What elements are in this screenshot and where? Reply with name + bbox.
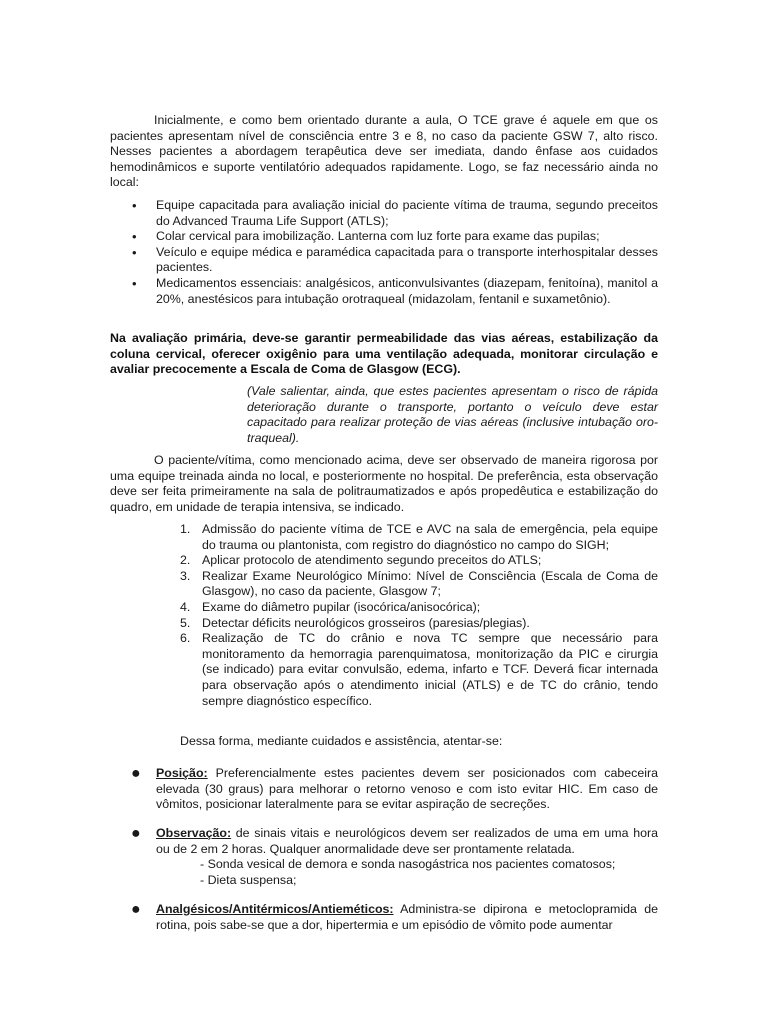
list-item bbox=[180, 631, 658, 709]
care-title: Observação: bbox=[156, 826, 232, 840]
list-item: • Equipe capacitada para avaliação inicial do paciente vítima de trauma, segundo preceitos do Advanced Trauma Life Support (ATLS); bbox=[110, 198, 658, 229]
step-text: Exame do diâmetro pupilar (isocórica/anisocórica); bbox=[202, 599, 481, 614]
care-item-observation bbox=[131, 825, 658, 888]
step-number: 6. bbox=[180, 631, 191, 646]
intro-paragraph: Inicialmente, e como bem orientado durante a aula, O TCE grave é aquele em que os pacientes apresentam nível de consciência entre 3 e 8, no caso da paciente GSW 7, alto risco. Nesses pacientes a abordagem terapêutica deve ser imediata, dando ênfase aos cuidados hemodinâmicos e suporte ventilatório adequados rapidamente. Logo, se faz necessário ainda no local: bbox=[110, 113, 658, 190]
care-text: Preferencialmente estes pacientes devem ser posicionados com cabeceira elevada (30 graus) para melhorar o retorno venoso e com isto evitar HIC. Em caso de vômitos, posicionar lateralmente para se evitar aspiração de secreções. bbox=[156, 766, 658, 812]
bullet-icon: ● bbox=[131, 765, 141, 782]
step-number: 2. bbox=[180, 553, 191, 568]
list-item bbox=[180, 569, 658, 600]
step-number: 5. bbox=[180, 615, 191, 630]
observation-paragraph: O paciente/vítima, como mencionado acima, deve ser observado de maneira rigorosa por uma equipe treinada ainda no local, e posteriormente no hospital. De preferência, esta observação deve ser feita primeiramente na sala de politraumatizados e após propedêutica e estabilização do quadro, em unidade de terapia intensiva, se indicado. bbox=[110, 453, 658, 514]
step-number: 1. bbox=[180, 522, 191, 536]
primary-evaluation-paragraph: Na avaliação primária, deve-se garantir permeabilidade das vias aéreas, estabilização da coluna cervical, oferecer oxigênio para uma ventilação adequada, monitorar circulação e avaliar precocemente a Escala de Coma de Glasgow (ECG). bbox=[110, 331, 658, 377]
step-text: Admissão do paciente vítima de TCE e AVC na sala de emergência, pela equipe do trauma ou plantonista, com registro do diagnóstico no campo do SIGH; bbox=[202, 522, 658, 552]
care-subitem: - Dieta suspensa; bbox=[200, 872, 297, 887]
list-item: • Veículo e equipe médica e paramédica capacitada para o transporte interhospitalar desses pacientes. bbox=[110, 245, 658, 276]
list-item bbox=[180, 522, 658, 553]
care-subitem: - Sonda vesical de demora e sonda nasogástrica nos pacientes comatosos; bbox=[200, 857, 616, 872]
step-text: Realizar Exame Neurológico Mínimo: Nível de Consciência (Escala de Coma de Glasgow), no caso da paciente, Glasgow 7; bbox=[202, 568, 658, 599]
step-text: Detectar déficits neurológicos grosseiros (paresias/plegias). bbox=[202, 615, 530, 630]
list-item bbox=[180, 553, 658, 569]
procedure-list bbox=[180, 522, 658, 709]
bullet-icon: ● bbox=[131, 825, 141, 842]
list-item bbox=[180, 616, 658, 632]
care-title: Posição: bbox=[156, 766, 208, 780]
note-paragraph: (Vale salientar, ainda, que estes pacientes apresentam o risco de rápida deterioração durante o transporte, portanto o veículo deve estar capacitado para realizar proteção de vias aéreas (inclusive intubação oro-traqueal). bbox=[247, 384, 658, 445]
step-number: 4. bbox=[180, 599, 191, 614]
attend-intro: Dessa forma, mediante cuidados e assistência, atentar-se: bbox=[180, 734, 503, 748]
list-item bbox=[180, 600, 658, 616]
care-text: de sinais vitais e neurológicos devem ser realizados de uma em uma hora ou de 2 em 2 horas. Qualquer anormalidade deve ser prontamente relatada. bbox=[156, 826, 658, 856]
equipment-list bbox=[110, 198, 658, 307]
step-text: Aplicar protocolo de atendimento segundo preceitos do ATLS; bbox=[202, 553, 542, 568]
list-item: • Colar cervical para imobilização. Lanterna com luz forte para exame das pupilas; bbox=[110, 229, 658, 245]
care-item-analgesics bbox=[131, 901, 658, 933]
step-number: 3. bbox=[180, 568, 191, 583]
step-text: Realização de TC do crânio e nova TC sempre que necessário para monitoramento da hemorragia parenquimatosa, monitorização da PIC e cirurgia (se indicado) para evitar convulsão, edema, infarto e TCF. Deverá ficar internada para observação após o atendimento inicial (ATLS) e de TC do crânio, tendo sempre diagnóstico específico. bbox=[202, 631, 658, 708]
care-item-position bbox=[131, 765, 658, 813]
bullet-icon: ● bbox=[131, 901, 141, 918]
list-item: • Medicamentos essenciais: analgésicos, anticonvulsivantes (diazepam, fenitoína), manitol a 20%, anestésicos para intubação orotraqueal (midazolam, fentanil e suxametônio). bbox=[110, 276, 658, 307]
care-title: Analgésicos/Antitérmicos/Antieméticos: bbox=[156, 902, 394, 916]
care-text: Administra-se dipirona e metoclopramida de rotina, pois sabe-se que a dor, hipertermia e um episódio de vômito pode aumentar bbox=[156, 902, 658, 932]
